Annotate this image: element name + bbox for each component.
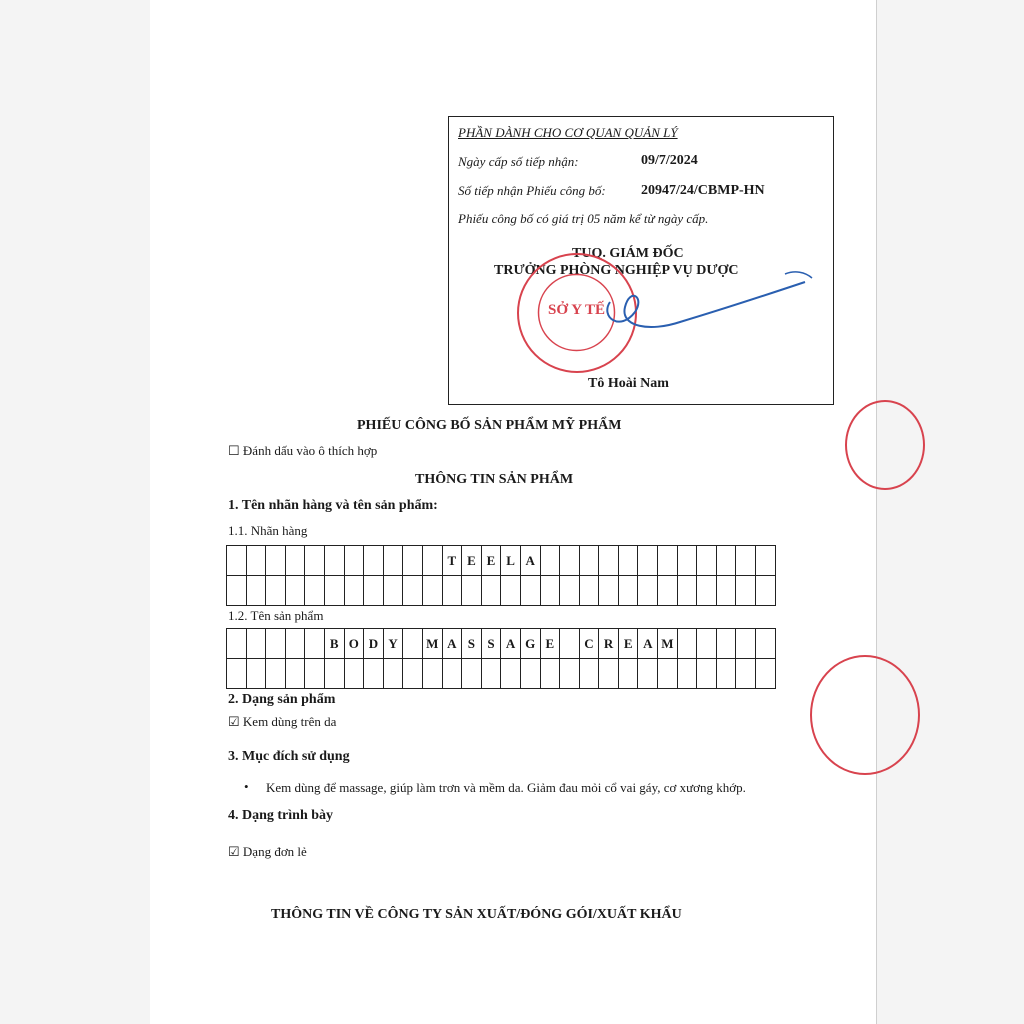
brand-grid (226, 545, 776, 606)
grid-cell (247, 659, 267, 689)
grid-cell (678, 659, 698, 689)
grid-cell: R (599, 629, 619, 659)
grid-cell (756, 576, 776, 606)
grid-cell (560, 659, 580, 689)
grid-cell (658, 576, 678, 606)
grid-cell (541, 576, 561, 606)
grid-cell: S (462, 629, 482, 659)
grid-cell (736, 659, 756, 689)
grid-cell: O (345, 629, 365, 659)
presentation-form: ☑ Dạng đơn lẻ (228, 844, 307, 859)
grid-cell: B (325, 629, 345, 659)
grid-cell: G (521, 629, 541, 659)
grid-cell: C (580, 629, 600, 659)
grid-cell (619, 576, 639, 606)
grid-cell: E (541, 629, 561, 659)
grid-cell (560, 576, 580, 606)
grid-cell (286, 576, 306, 606)
grid-cell (266, 576, 286, 606)
signature (590, 262, 820, 342)
section-2-heading: 2. Dạng sản phẩm (228, 692, 336, 707)
grid-cell (658, 659, 678, 689)
grid-cell (678, 546, 698, 576)
grid-cell (638, 576, 658, 606)
edge-stamp-top (845, 400, 925, 490)
signer-title: TUQ. GIÁM ĐỐC (572, 246, 684, 261)
grid-cell (227, 629, 247, 659)
grid-cell (266, 629, 286, 659)
grid-cell (247, 629, 267, 659)
grid-cell (384, 576, 404, 606)
grid-cell: D (364, 629, 384, 659)
grid-cell (736, 546, 756, 576)
grid-cell (286, 659, 306, 689)
grid-cell (501, 576, 521, 606)
scan-margin-left (0, 0, 151, 1024)
grid-cell (305, 576, 325, 606)
grid-cell (384, 659, 404, 689)
grid-cell (325, 576, 345, 606)
section-title: THÔNG TIN SẢN PHẨM (415, 472, 574, 487)
grid-cell: E (482, 546, 502, 576)
grid-cell: M (423, 629, 443, 659)
grid-cell (403, 576, 423, 606)
grid-cell (423, 546, 443, 576)
grid-cell (227, 659, 247, 689)
grid-cell (247, 576, 267, 606)
grid-cell (717, 629, 737, 659)
grid-cell (619, 546, 639, 576)
grid-cell (560, 629, 580, 659)
grid-cell (266, 546, 286, 576)
grid-cell (580, 659, 600, 689)
grid-cell (305, 659, 325, 689)
manufacturer-section-heading: THÔNG TIN VỀ CÔNG TY SẢN XUẤT/ĐÓNG GÓI/XUẤT KHẨU (271, 907, 682, 922)
grid-cell (403, 546, 423, 576)
number-label: Số tiếp nhận Phiếu công bố: (458, 183, 606, 198)
grid-cell (364, 576, 384, 606)
edge-stamp-bottom (810, 655, 920, 775)
validity-note: Phiếu công bố có giá trị 05 năm kể từ ngày cấp. (458, 211, 709, 226)
grid-cell (678, 576, 698, 606)
grid-cell (305, 629, 325, 659)
brand-label: 1.1. Nhãn hàng (228, 523, 308, 538)
grid-cell (345, 576, 365, 606)
grid-cell (423, 659, 443, 689)
grid-cell (756, 659, 776, 689)
grid-cell (697, 546, 717, 576)
stamp-label: SỞ Y TẾ (548, 302, 605, 318)
grid-cell (286, 629, 306, 659)
grid-cell (756, 546, 776, 576)
grid-cell: L (501, 546, 521, 576)
grid-cell (658, 546, 678, 576)
grid-cell (638, 659, 658, 689)
grid-cell (325, 546, 345, 576)
grid-cell (305, 546, 325, 576)
grid-cell (227, 546, 247, 576)
grid-cell (541, 659, 561, 689)
grid-cell (736, 629, 756, 659)
grid-cell (462, 659, 482, 689)
grid-cell (462, 576, 482, 606)
grid-cell (619, 659, 639, 689)
management-header: PHẦN DÀNH CHO CƠ QUAN QUẢN LÝ (458, 125, 678, 140)
section-3-heading: 3. Mục đích sử dụng (228, 749, 350, 764)
scan-margin-right (876, 0, 1024, 1024)
grid-cell (599, 659, 619, 689)
product-name-grid (226, 628, 776, 689)
number-value: 20947/24/CBMP-HN (641, 183, 765, 198)
grid-cell: E (619, 629, 639, 659)
grid-cell (717, 576, 737, 606)
grid-cell (403, 629, 423, 659)
usage-purpose: Kem dùng để massage, giúp làm trơn và mềm da. Giảm đau mỏi cổ vai gáy, cơ xương khớp. (266, 780, 746, 795)
grid-cell (403, 659, 423, 689)
grid-cell (482, 659, 502, 689)
grid-cell (266, 659, 286, 689)
grid-cell (521, 659, 541, 689)
grid-cell (443, 659, 463, 689)
grid-cell (638, 546, 658, 576)
grid-cell: A (443, 629, 463, 659)
grid-cell (384, 546, 404, 576)
grid-cell (736, 576, 756, 606)
grid-cell (717, 546, 737, 576)
grid-cell: E (462, 546, 482, 576)
grid-cell (364, 546, 384, 576)
grid-cell (482, 576, 502, 606)
product-name-label: 1.2. Tên sản phẩm (228, 608, 324, 623)
grid-cell: M (658, 629, 678, 659)
grid-cell (678, 629, 698, 659)
grid-cell (580, 546, 600, 576)
grid-cell (286, 546, 306, 576)
grid-cell (697, 659, 717, 689)
grid-cell (521, 576, 541, 606)
grid-cell (325, 659, 345, 689)
grid-cell (580, 576, 600, 606)
grid-cell: A (501, 629, 521, 659)
grid-cell (443, 576, 463, 606)
grid-cell (345, 659, 365, 689)
section-1-heading: 1. Tên nhãn hàng và tên sản phẩm: (228, 498, 438, 513)
document-title: PHIẾU CÔNG BỐ SẢN PHẨM MỸ PHẨM (357, 418, 622, 433)
date-label: Ngày cấp số tiếp nhận: (458, 154, 579, 169)
grid-cell (423, 576, 443, 606)
grid-cell: T (443, 546, 463, 576)
grid-cell (501, 659, 521, 689)
date-value: 09/7/2024 (641, 153, 698, 168)
grid-cell: S (482, 629, 502, 659)
grid-cell (247, 546, 267, 576)
grid-cell (599, 546, 619, 576)
grid-cell (541, 546, 561, 576)
grid-cell (717, 659, 737, 689)
product-type: ☑ Kem dùng trên da (228, 714, 337, 729)
grid-cell (345, 546, 365, 576)
signer-name: Tô Hoài Nam (588, 376, 669, 391)
grid-cell: A (521, 546, 541, 576)
bullet-dot: • (244, 779, 249, 794)
grid-cell: A (638, 629, 658, 659)
signer-department: TRƯỞNG PHÒNG NGHIỆP VỤ DƯỢC (494, 263, 739, 278)
grid-cell (227, 576, 247, 606)
grid-cell (697, 629, 717, 659)
instruction-text: ☐ Đánh dấu vào ô thích hợp (228, 443, 378, 458)
grid-cell (599, 576, 619, 606)
grid-cell (560, 546, 580, 576)
grid-cell (364, 659, 384, 689)
section-4-heading: 4. Dạng trình bày (228, 808, 334, 823)
grid-cell: Y (384, 629, 404, 659)
grid-cell (756, 629, 776, 659)
grid-cell (697, 576, 717, 606)
